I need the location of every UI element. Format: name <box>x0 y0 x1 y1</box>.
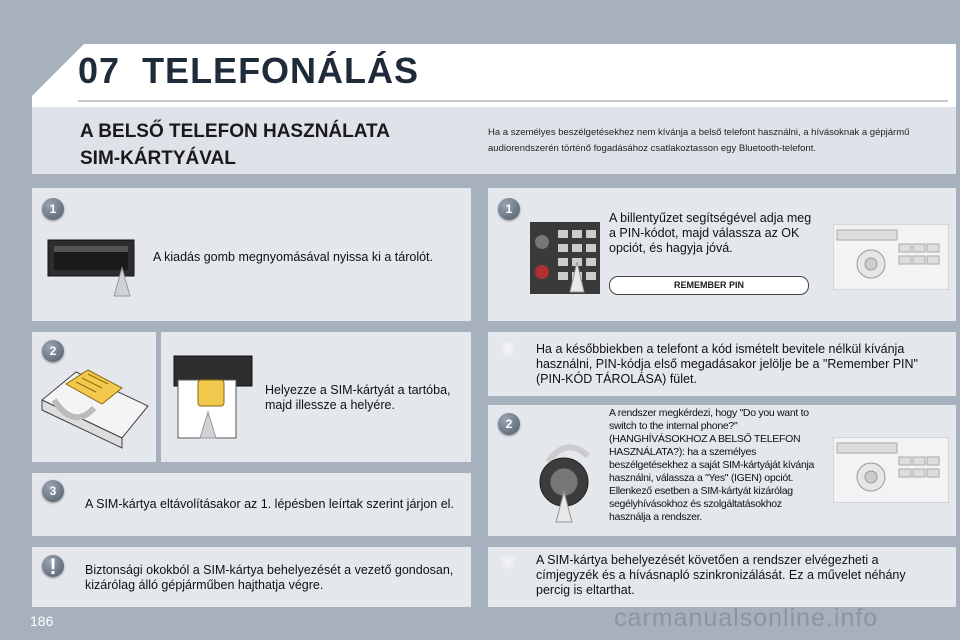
warning-text: Biztonsági okokból a SIM-kártya behelyezését a vezető gondosan, kizárólag álló gépjárműben hajthatja végre. <box>85 563 454 592</box>
watermark: carmanualsonline.info <box>614 604 879 632</box>
right-step2-text: A rendszer megkérdezi, hogy "Do you want to switch to the internal phone?" (HANGHÍVÁSOKHOZ A BELSŐ TELEFON HASZNÁLATA?): ha a személyes beszélgetésekhez a saját SIM-kártyáját kívánja használni, válassza a "Yes" (IGEN) opciót. Ellenkező esetben a SIM-kártyát kizárólag segélyhívásokhoz és szolgáltatásokhoz használja a rendszer. <box>609 407 815 523</box>
info-sun-icon: ✺ <box>499 552 517 574</box>
rotary-knob-illustration <box>534 428 598 524</box>
intro-text: Ha a személyes beszélgetésekhez nem kívánja a belső telefont használni, a hívásoknak a gépjármű audiorendszerén történő fogadásához csatlakoztasson egy Bluetooth-telefont. <box>488 127 910 154</box>
chapter-heading <box>78 50 419 92</box>
chapter-title: TELEFONÁLÁS <box>142 50 420 91</box>
head-unit-illustration <box>833 224 949 290</box>
page-number: 186 <box>30 613 54 629</box>
info-sun-icon: ✺ <box>499 339 517 361</box>
header-corner <box>32 44 84 96</box>
step-badge: 1 <box>42 198 64 220</box>
step-badge: 1 <box>498 198 520 220</box>
chapter-rule <box>78 100 948 102</box>
step1-text: A kiadás gomb megnyomásával nyissa ki a tárolót. <box>153 250 433 264</box>
step3-text: A SIM-kártya eltávolításakor az 1. lépésben leírtak szerint járjon el. <box>85 497 454 511</box>
right-step1-text: A billentyűzet segítségével adja meg a PIN-kódot, majd válassza az OK opciót, és hagyja jóvá. <box>609 211 812 255</box>
step-badge: 3 <box>42 480 64 502</box>
section-title <box>80 118 460 172</box>
head-unit-illustration <box>833 437 949 503</box>
warning-icon: ! <box>42 555 64 577</box>
chapter-number: 07 <box>78 50 121 91</box>
remember-pin-button[interactable]: REMEMBER PIN <box>609 276 809 295</box>
sim-insert-illustration <box>172 354 262 444</box>
remember-info-text: Ha a későbbiekben a telefont a kód ismételt bevitele nélkül kívánja használni, PIN-kódja első megadásakor jelölje be a "Remember PIN" (PIN-KÓD TÁROLÁSA) fület. <box>536 342 918 386</box>
keypad-illustration <box>530 222 600 294</box>
step-badge: 2 <box>42 340 64 362</box>
sync-info-text: A SIM-kártya behelyezését követően a rendszer elvégezheti a címjegyzék és a hívásnapló szinkronizálását. Ez a művelet néhány percig is eltarthat. <box>536 553 906 597</box>
section-title-line2: SIM-KÁRTYÁVAL <box>80 148 236 169</box>
section-title-line1: A BELSŐ TELEFON HASZNÁLATA <box>80 121 390 142</box>
sim-tray-illustration <box>36 360 154 450</box>
step-badge: 2 <box>498 413 520 435</box>
step2-text: Helyezze a SIM-kártyát a tartóba, majd illessze a helyére. <box>265 383 451 412</box>
eject-slot-illustration <box>46 238 146 300</box>
